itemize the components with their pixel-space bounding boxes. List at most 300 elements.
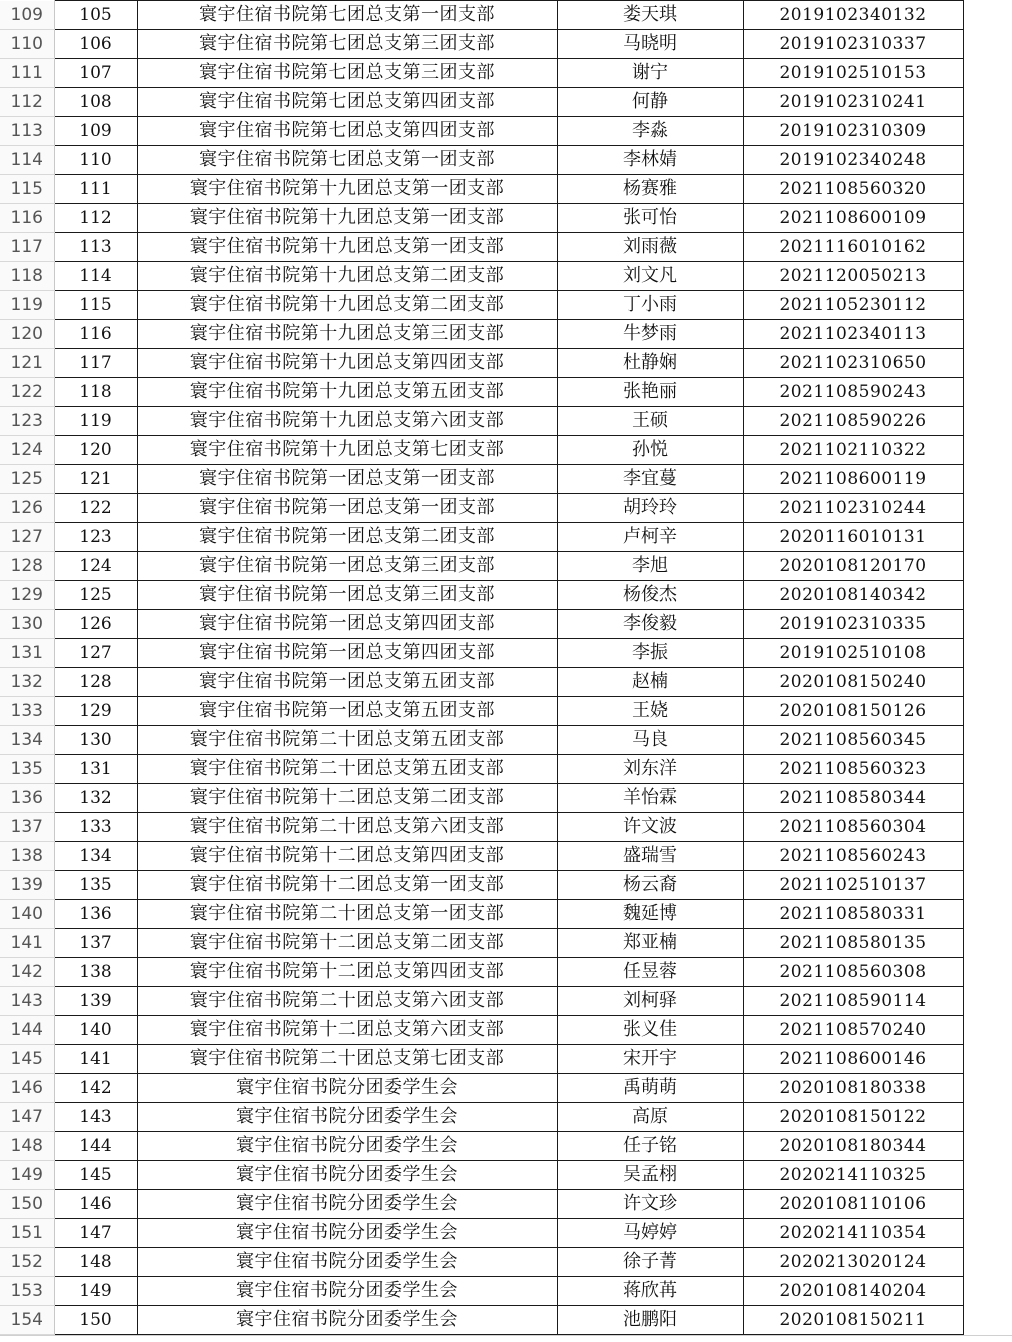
table-row (0, 407, 1012, 436)
empty-cell[interactable] (963, 1103, 1012, 1132)
unit-cell[interactable]: 寰宇住宿书院第十九团总支第七团支部 (137, 436, 557, 465)
empty-cell[interactable] (963, 1045, 1012, 1074)
empty-cell[interactable] (963, 726, 1012, 755)
empty-cell[interactable] (963, 581, 1012, 610)
name-cell[interactable]: 吴孟栩 (557, 1161, 743, 1190)
empty-cell[interactable] (963, 900, 1012, 929)
name-cell[interactable]: 许文波 (557, 813, 743, 842)
student-id-cell[interactable]: 2019102310337 (743, 30, 963, 59)
table-row (0, 1103, 1012, 1132)
empty-cell[interactable] (963, 262, 1012, 291)
unit-cell[interactable]: 寰宇住宿书院第七团总支第一团支部 (137, 146, 557, 175)
seq-cell[interactable]: 149 (54, 1277, 137, 1306)
table-row (0, 262, 1012, 291)
unit-cell[interactable]: 寰宇住宿书院第一团总支第一团支部 (137, 465, 557, 494)
table-row (0, 871, 1012, 900)
unit-cell[interactable]: 寰宇住宿书院第二十团总支第一团支部 (137, 900, 557, 929)
table-row (0, 581, 1012, 610)
student-id-cell[interactable]: 2019102310309 (743, 117, 963, 146)
student-id-cell[interactable]: 2019102510153 (743, 59, 963, 88)
unit-cell[interactable]: 寰宇住宿书院第一团总支第五团支部 (137, 697, 557, 726)
empty-cell[interactable] (963, 1074, 1012, 1103)
row-header[interactable]: 120 (0, 320, 54, 349)
row-header[interactable]: 132 (0, 668, 54, 697)
student-id-cell[interactable]: 2021108560345 (743, 726, 963, 755)
empty-cell[interactable] (963, 233, 1012, 262)
student-id-cell[interactable]: 2021102340113 (743, 320, 963, 349)
row-header[interactable]: 128 (0, 552, 54, 581)
name-cell[interactable]: 孙悦 (557, 436, 743, 465)
name-cell[interactable]: 张可怡 (557, 204, 743, 233)
unit-cell[interactable]: 寰宇住宿书院第十九团总支第五团支部 (137, 378, 557, 407)
empty-cell[interactable] (963, 1132, 1012, 1161)
unit-cell[interactable]: 寰宇住宿书院第二十团总支第六团支部 (137, 813, 557, 842)
unit-cell[interactable]: 寰宇住宿书院第一团总支第二团支部 (137, 523, 557, 552)
unit-cell[interactable]: 寰宇住宿书院第二十团总支第六团支部 (137, 987, 557, 1016)
name-cell[interactable]: 刘文凡 (557, 262, 743, 291)
student-id-cell[interactable]: 2021108580331 (743, 900, 963, 929)
seq-cell[interactable]: 119 (54, 407, 137, 436)
row-header[interactable]: 145 (0, 1045, 54, 1074)
empty-cell[interactable] (963, 1306, 1012, 1335)
unit-cell[interactable]: 寰宇住宿书院分团委学生会 (137, 1161, 557, 1190)
name-cell[interactable]: 张义佳 (557, 1016, 743, 1045)
empty-cell[interactable] (963, 871, 1012, 900)
name-cell[interactable]: 徐子菁 (557, 1248, 743, 1277)
seq-cell[interactable]: 116 (54, 320, 137, 349)
unit-cell[interactable]: 寰宇住宿书院第十九团总支第一团支部 (137, 233, 557, 262)
unit-cell[interactable]: 寰宇住宿书院第七团总支第一团支部 (137, 1, 557, 30)
row-header[interactable]: 117 (0, 233, 54, 262)
unit-cell[interactable]: 寰宇住宿书院第十二团总支第二团支部 (137, 784, 557, 813)
empty-cell[interactable] (963, 436, 1012, 465)
row-header[interactable]: 126 (0, 494, 54, 523)
student-id-cell[interactable]: 2020108180338 (743, 1074, 963, 1103)
empty-cell[interactable] (963, 117, 1012, 146)
unit-cell[interactable]: 寰宇住宿书院分团委学生会 (137, 1219, 557, 1248)
seq-cell[interactable]: 131 (54, 755, 137, 784)
empty-cell[interactable] (963, 610, 1012, 639)
seq-cell[interactable]: 109 (54, 117, 137, 146)
empty-cell[interactable] (963, 320, 1012, 349)
row-header[interactable]: 111 (0, 59, 54, 88)
seq-cell[interactable]: 110 (54, 146, 137, 175)
name-cell[interactable]: 马良 (557, 726, 743, 755)
row-header[interactable]: 152 (0, 1248, 54, 1277)
name-cell[interactable]: 王硕 (557, 407, 743, 436)
name-cell[interactable]: 杨赛雅 (557, 175, 743, 204)
seq-cell[interactable]: 148 (54, 1248, 137, 1277)
row-header[interactable]: 112 (0, 88, 54, 117)
empty-cell[interactable] (963, 1, 1012, 30)
seq-cell[interactable]: 125 (54, 581, 137, 610)
table-body (0, 1, 1012, 1335)
student-id-cell[interactable]: 2020108150126 (743, 697, 963, 726)
student-id-cell[interactable]: 2020108180344 (743, 1132, 963, 1161)
row-header[interactable]: 135 (0, 755, 54, 784)
student-id-cell[interactable]: 2021108590226 (743, 407, 963, 436)
name-cell[interactable]: 李淼 (557, 117, 743, 146)
name-cell[interactable]: 刘柯驿 (557, 987, 743, 1016)
table-row (0, 842, 1012, 871)
unit-cell[interactable]: 寰宇住宿书院第十九团总支第一团支部 (137, 204, 557, 233)
student-id-cell[interactable]: 2021108560323 (743, 755, 963, 784)
row-header[interactable]: 138 (0, 842, 54, 871)
seq-cell[interactable]: 134 (54, 842, 137, 871)
unit-cell[interactable]: 寰宇住宿书院第七团总支第三团支部 (137, 59, 557, 88)
row-header[interactable]: 109 (0, 1, 54, 30)
row-header[interactable]: 129 (0, 581, 54, 610)
student-id-cell[interactable]: 2021108600109 (743, 204, 963, 233)
unit-cell[interactable]: 寰宇住宿书院第十二团总支第一团支部 (137, 871, 557, 900)
seq-cell[interactable]: 146 (54, 1190, 137, 1219)
empty-cell[interactable] (963, 813, 1012, 842)
row-header[interactable]: 139 (0, 871, 54, 900)
student-id-cell[interactable]: 2021108600119 (743, 465, 963, 494)
unit-cell[interactable]: 寰宇住宿书院第十九团总支第六团支部 (137, 407, 557, 436)
name-cell[interactable]: 许文珍 (557, 1190, 743, 1219)
student-id-cell[interactable]: 2021102110322 (743, 436, 963, 465)
empty-cell[interactable] (963, 697, 1012, 726)
seq-cell[interactable]: 113 (54, 233, 137, 262)
name-cell[interactable]: 王娆 (557, 697, 743, 726)
empty-cell[interactable] (963, 784, 1012, 813)
row-header[interactable]: 122 (0, 378, 54, 407)
student-id-cell[interactable]: 2021102310244 (743, 494, 963, 523)
seq-cell[interactable]: 145 (54, 1161, 137, 1190)
empty-cell[interactable] (963, 842, 1012, 871)
name-cell[interactable]: 高原 (557, 1103, 743, 1132)
student-id-cell[interactable]: 2020214110325 (743, 1161, 963, 1190)
name-cell[interactable]: 胡玲玲 (557, 494, 743, 523)
empty-cell[interactable] (963, 755, 1012, 784)
table-row (0, 929, 1012, 958)
student-id-cell[interactable]: 2021108580135 (743, 929, 963, 958)
student-id-cell[interactable]: 2021108560243 (743, 842, 963, 871)
seq-cell[interactable]: 139 (54, 987, 137, 1016)
student-id-cell[interactable]: 2021108590243 (743, 378, 963, 407)
seq-cell[interactable]: 133 (54, 813, 137, 842)
row-header[interactable]: 124 (0, 436, 54, 465)
seq-cell[interactable]: 150 (54, 1306, 137, 1335)
name-cell[interactable]: 谢宁 (557, 59, 743, 88)
name-cell[interactable]: 马婷婷 (557, 1219, 743, 1248)
seq-cell[interactable]: 130 (54, 726, 137, 755)
empty-cell[interactable] (963, 30, 1012, 59)
student-id-cell[interactable]: 2021108590114 (743, 987, 963, 1016)
row-header[interactable]: 148 (0, 1132, 54, 1161)
student-id-cell[interactable]: 2019102310241 (743, 88, 963, 117)
name-cell[interactable]: 蒋欣苒 (557, 1277, 743, 1306)
unit-cell[interactable]: 寰宇住宿书院第一团总支第一团支部 (137, 494, 557, 523)
student-id-cell[interactable]: 2021108560304 (743, 813, 963, 842)
row-header[interactable]: 119 (0, 291, 54, 320)
seq-cell[interactable]: 129 (54, 697, 137, 726)
student-id-cell[interactable]: 2021120050213 (743, 262, 963, 291)
student-id-cell[interactable]: 2021102510137 (743, 871, 963, 900)
name-cell[interactable]: 郑亚楠 (557, 929, 743, 958)
row-header[interactable]: 110 (0, 30, 54, 59)
table-row (0, 900, 1012, 929)
seq-cell[interactable]: 115 (54, 291, 137, 320)
empty-cell[interactable] (963, 523, 1012, 552)
seq-cell[interactable]: 147 (54, 1219, 137, 1248)
student-id-cell[interactable]: 2021105230112 (743, 291, 963, 320)
row-header[interactable]: 113 (0, 117, 54, 146)
empty-cell[interactable] (963, 88, 1012, 117)
unit-cell[interactable]: 寰宇住宿书院第一团总支第四团支部 (137, 610, 557, 639)
unit-cell[interactable]: 寰宇住宿书院分团委学生会 (137, 1248, 557, 1277)
row-header[interactable]: 125 (0, 465, 54, 494)
student-id-cell[interactable]: 2020108150211 (743, 1306, 963, 1335)
name-cell[interactable]: 盛瑞雪 (557, 842, 743, 871)
seq-cell[interactable]: 128 (54, 668, 137, 697)
table-row (0, 465, 1012, 494)
name-cell[interactable]: 杜静娴 (557, 349, 743, 378)
row-header[interactable]: 141 (0, 929, 54, 958)
empty-cell[interactable] (963, 59, 1012, 88)
row-header[interactable]: 134 (0, 726, 54, 755)
table-row (0, 291, 1012, 320)
student-id-cell[interactable]: 2021108570240 (743, 1016, 963, 1045)
seq-cell[interactable]: 123 (54, 523, 137, 552)
row-header[interactable]: 115 (0, 175, 54, 204)
row-header[interactable]: 133 (0, 697, 54, 726)
row-header[interactable]: 144 (0, 1016, 54, 1045)
name-cell[interactable]: 李振 (557, 639, 743, 668)
row-header[interactable]: 127 (0, 523, 54, 552)
seq-cell[interactable]: 111 (54, 175, 137, 204)
empty-cell[interactable] (963, 929, 1012, 958)
empty-cell[interactable] (963, 1277, 1012, 1306)
table-row (0, 552, 1012, 581)
unit-cell[interactable]: 寰宇住宿书院第十二团总支第四团支部 (137, 958, 557, 987)
name-cell[interactable]: 张艳丽 (557, 378, 743, 407)
seq-cell[interactable]: 141 (54, 1045, 137, 1074)
row-header[interactable]: 121 (0, 349, 54, 378)
table-row (0, 1045, 1012, 1074)
seq-cell[interactable]: 142 (54, 1074, 137, 1103)
row-header[interactable]: 118 (0, 262, 54, 291)
row-header[interactable]: 149 (0, 1161, 54, 1190)
name-cell[interactable]: 丁小雨 (557, 291, 743, 320)
row-header[interactable]: 140 (0, 900, 54, 929)
table-row (0, 117, 1012, 146)
empty-cell[interactable] (963, 552, 1012, 581)
unit-cell[interactable]: 寰宇住宿书院分团委学生会 (137, 1103, 557, 1132)
table-row (0, 233, 1012, 262)
unit-cell[interactable]: 寰宇住宿书院第十九团总支第二团支部 (137, 262, 557, 291)
empty-cell[interactable] (963, 378, 1012, 407)
row-header[interactable]: 151 (0, 1219, 54, 1248)
row-header[interactable]: 116 (0, 204, 54, 233)
row-header[interactable]: 131 (0, 639, 54, 668)
name-cell[interactable]: 任子铭 (557, 1132, 743, 1161)
name-cell[interactable]: 马晓明 (557, 30, 743, 59)
student-id-cell[interactable]: 2021108580344 (743, 784, 963, 813)
name-cell[interactable]: 李俊毅 (557, 610, 743, 639)
table-row (0, 436, 1012, 465)
seq-cell[interactable]: 118 (54, 378, 137, 407)
name-cell[interactable]: 杨云裔 (557, 871, 743, 900)
student-id-cell[interactable]: 2020214110354 (743, 1219, 963, 1248)
seq-cell[interactable]: 137 (54, 929, 137, 958)
unit-cell[interactable]: 寰宇住宿书院第十九团总支第三团支部 (137, 320, 557, 349)
seq-cell[interactable]: 105 (54, 1, 137, 30)
unit-cell[interactable]: 寰宇住宿书院第二十团总支第七团支部 (137, 1045, 557, 1074)
name-cell[interactable]: 池鹏阳 (557, 1306, 743, 1335)
unit-cell[interactable]: 寰宇住宿书院第七团总支第三团支部 (137, 30, 557, 59)
table-row (0, 1219, 1012, 1248)
student-id-cell[interactable]: 2020108140342 (743, 581, 963, 610)
name-cell[interactable]: 任昱蓉 (557, 958, 743, 987)
student-id-cell[interactable]: 2021108560320 (743, 175, 963, 204)
name-cell[interactable]: 李林婧 (557, 146, 743, 175)
empty-cell[interactable] (963, 349, 1012, 378)
seq-cell[interactable]: 107 (54, 59, 137, 88)
student-id-cell[interactable]: 2020108150240 (743, 668, 963, 697)
empty-cell[interactable] (963, 204, 1012, 233)
unit-cell[interactable]: 寰宇住宿书院第一团总支第三团支部 (137, 552, 557, 581)
seq-cell[interactable]: 143 (54, 1103, 137, 1132)
seq-cell[interactable]: 120 (54, 436, 137, 465)
unit-cell[interactable]: 寰宇住宿书院第一团总支第五团支部 (137, 668, 557, 697)
empty-cell[interactable] (963, 1248, 1012, 1277)
empty-cell[interactable] (963, 465, 1012, 494)
student-id-cell[interactable]: 2020108110106 (743, 1190, 963, 1219)
seq-cell[interactable]: 114 (54, 262, 137, 291)
row-header[interactable]: 150 (0, 1190, 54, 1219)
unit-cell[interactable]: 寰宇住宿书院分团委学生会 (137, 1277, 557, 1306)
seq-cell[interactable]: 132 (54, 784, 137, 813)
unit-cell[interactable]: 寰宇住宿书院第十九团总支第一团支部 (137, 175, 557, 204)
student-id-cell[interactable]: 2021102310650 (743, 349, 963, 378)
seq-cell[interactable]: 136 (54, 900, 137, 929)
name-cell[interactable]: 杨俊杰 (557, 581, 743, 610)
empty-cell[interactable] (963, 146, 1012, 175)
seq-cell[interactable]: 135 (54, 871, 137, 900)
unit-cell[interactable]: 寰宇住宿书院分团委学生会 (137, 1306, 557, 1335)
name-cell[interactable]: 李宜蔓 (557, 465, 743, 494)
empty-cell[interactable] (963, 958, 1012, 987)
name-cell[interactable]: 牛梦雨 (557, 320, 743, 349)
table-row (0, 697, 1012, 726)
student-id-cell[interactable]: 2019102340248 (743, 146, 963, 175)
seq-cell[interactable]: 108 (54, 88, 137, 117)
unit-cell[interactable]: 寰宇住宿书院第十二团总支第二团支部 (137, 929, 557, 958)
empty-cell[interactable] (963, 291, 1012, 320)
student-id-cell[interactable]: 2019102310335 (743, 610, 963, 639)
unit-cell[interactable]: 寰宇住宿书院第十二团总支第六团支部 (137, 1016, 557, 1045)
seq-cell[interactable]: 127 (54, 639, 137, 668)
unit-cell[interactable]: 寰宇住宿书院第一团总支第四团支部 (137, 639, 557, 668)
name-cell[interactable]: 李旭 (557, 552, 743, 581)
student-id-cell[interactable]: 2021108560308 (743, 958, 963, 987)
empty-cell[interactable] (963, 407, 1012, 436)
empty-cell[interactable] (963, 1016, 1012, 1045)
seq-cell[interactable]: 138 (54, 958, 137, 987)
unit-cell[interactable]: 寰宇住宿书院第一团总支第三团支部 (137, 581, 557, 610)
row-header[interactable]: 143 (0, 987, 54, 1016)
unit-cell[interactable]: 寰宇住宿书院第十九团总支第二团支部 (137, 291, 557, 320)
unit-cell[interactable]: 寰宇住宿书院分团委学生会 (137, 1132, 557, 1161)
table-row (0, 1248, 1012, 1277)
row-header[interactable]: 114 (0, 146, 54, 175)
empty-cell[interactable] (963, 668, 1012, 697)
seq-cell[interactable]: 140 (54, 1016, 137, 1045)
row-header[interactable]: 153 (0, 1277, 54, 1306)
unit-cell[interactable]: 寰宇住宿书院第七团总支第四团支部 (137, 117, 557, 146)
empty-cell[interactable] (963, 639, 1012, 668)
name-cell[interactable]: 魏延博 (557, 900, 743, 929)
seq-cell[interactable]: 144 (54, 1132, 137, 1161)
seq-cell[interactable]: 126 (54, 610, 137, 639)
student-id-cell[interactable]: 2020108150122 (743, 1103, 963, 1132)
empty-cell[interactable] (963, 1161, 1012, 1190)
seq-cell[interactable]: 122 (54, 494, 137, 523)
unit-cell[interactable]: 寰宇住宿书院第二十团总支第五团支部 (137, 755, 557, 784)
name-cell[interactable]: 何静 (557, 88, 743, 117)
student-id-cell[interactable]: 2021108600146 (743, 1045, 963, 1074)
unit-cell[interactable]: 寰宇住宿书院第十九团总支第四团支部 (137, 349, 557, 378)
row-header[interactable]: 130 (0, 610, 54, 639)
unit-cell[interactable]: 寰宇住宿书院分团委学生会 (137, 1190, 557, 1219)
empty-cell[interactable] (963, 494, 1012, 523)
student-id-cell[interactable]: 2020116010131 (743, 523, 963, 552)
unit-cell[interactable]: 寰宇住宿书院分团委学生会 (137, 1074, 557, 1103)
row-header[interactable]: 146 (0, 1074, 54, 1103)
empty-cell[interactable] (963, 1219, 1012, 1248)
row-header[interactable]: 154 (0, 1306, 54, 1335)
name-cell[interactable]: 娄天琪 (557, 1, 743, 30)
student-id-cell[interactable]: 2020108140204 (743, 1277, 963, 1306)
row-header[interactable]: 137 (0, 813, 54, 842)
student-id-cell[interactable]: 2020213020124 (743, 1248, 963, 1277)
student-id-cell[interactable]: 2019102340132 (743, 1, 963, 30)
unit-cell[interactable]: 寰宇住宿书院第十二团总支第四团支部 (137, 842, 557, 871)
seq-cell[interactable]: 117 (54, 349, 137, 378)
student-id-cell[interactable]: 2019102510108 (743, 639, 963, 668)
name-cell[interactable]: 羊怡霖 (557, 784, 743, 813)
name-cell[interactable]: 宋开宇 (557, 1045, 743, 1074)
unit-cell[interactable]: 寰宇住宿书院第七团总支第四团支部 (137, 88, 557, 117)
table-row (0, 813, 1012, 842)
name-cell[interactable]: 卢柯辛 (557, 523, 743, 552)
name-cell[interactable]: 赵楠 (557, 668, 743, 697)
name-cell[interactable]: 刘东洋 (557, 755, 743, 784)
empty-cell[interactable] (963, 987, 1012, 1016)
table-row (0, 523, 1012, 552)
seq-cell[interactable]: 106 (54, 30, 137, 59)
table-row (0, 1277, 1012, 1306)
student-id-cell[interactable]: 2021116010162 (743, 233, 963, 262)
row-header[interactable]: 147 (0, 1103, 54, 1132)
seq-cell[interactable]: 121 (54, 465, 137, 494)
empty-cell[interactable] (963, 175, 1012, 204)
empty-cell[interactable] (963, 1190, 1012, 1219)
row-header[interactable]: 136 (0, 784, 54, 813)
table-row (0, 784, 1012, 813)
seq-cell[interactable]: 112 (54, 204, 137, 233)
seq-cell[interactable]: 124 (54, 552, 137, 581)
row-header[interactable]: 142 (0, 958, 54, 987)
name-cell[interactable]: 禹萌萌 (557, 1074, 743, 1103)
row-header[interactable]: 123 (0, 407, 54, 436)
name-cell[interactable]: 刘雨薇 (557, 233, 743, 262)
student-id-cell[interactable]: 2020108120170 (743, 552, 963, 581)
table-row (0, 668, 1012, 697)
unit-cell[interactable]: 寰宇住宿书院第二十团总支第五团支部 (137, 726, 557, 755)
